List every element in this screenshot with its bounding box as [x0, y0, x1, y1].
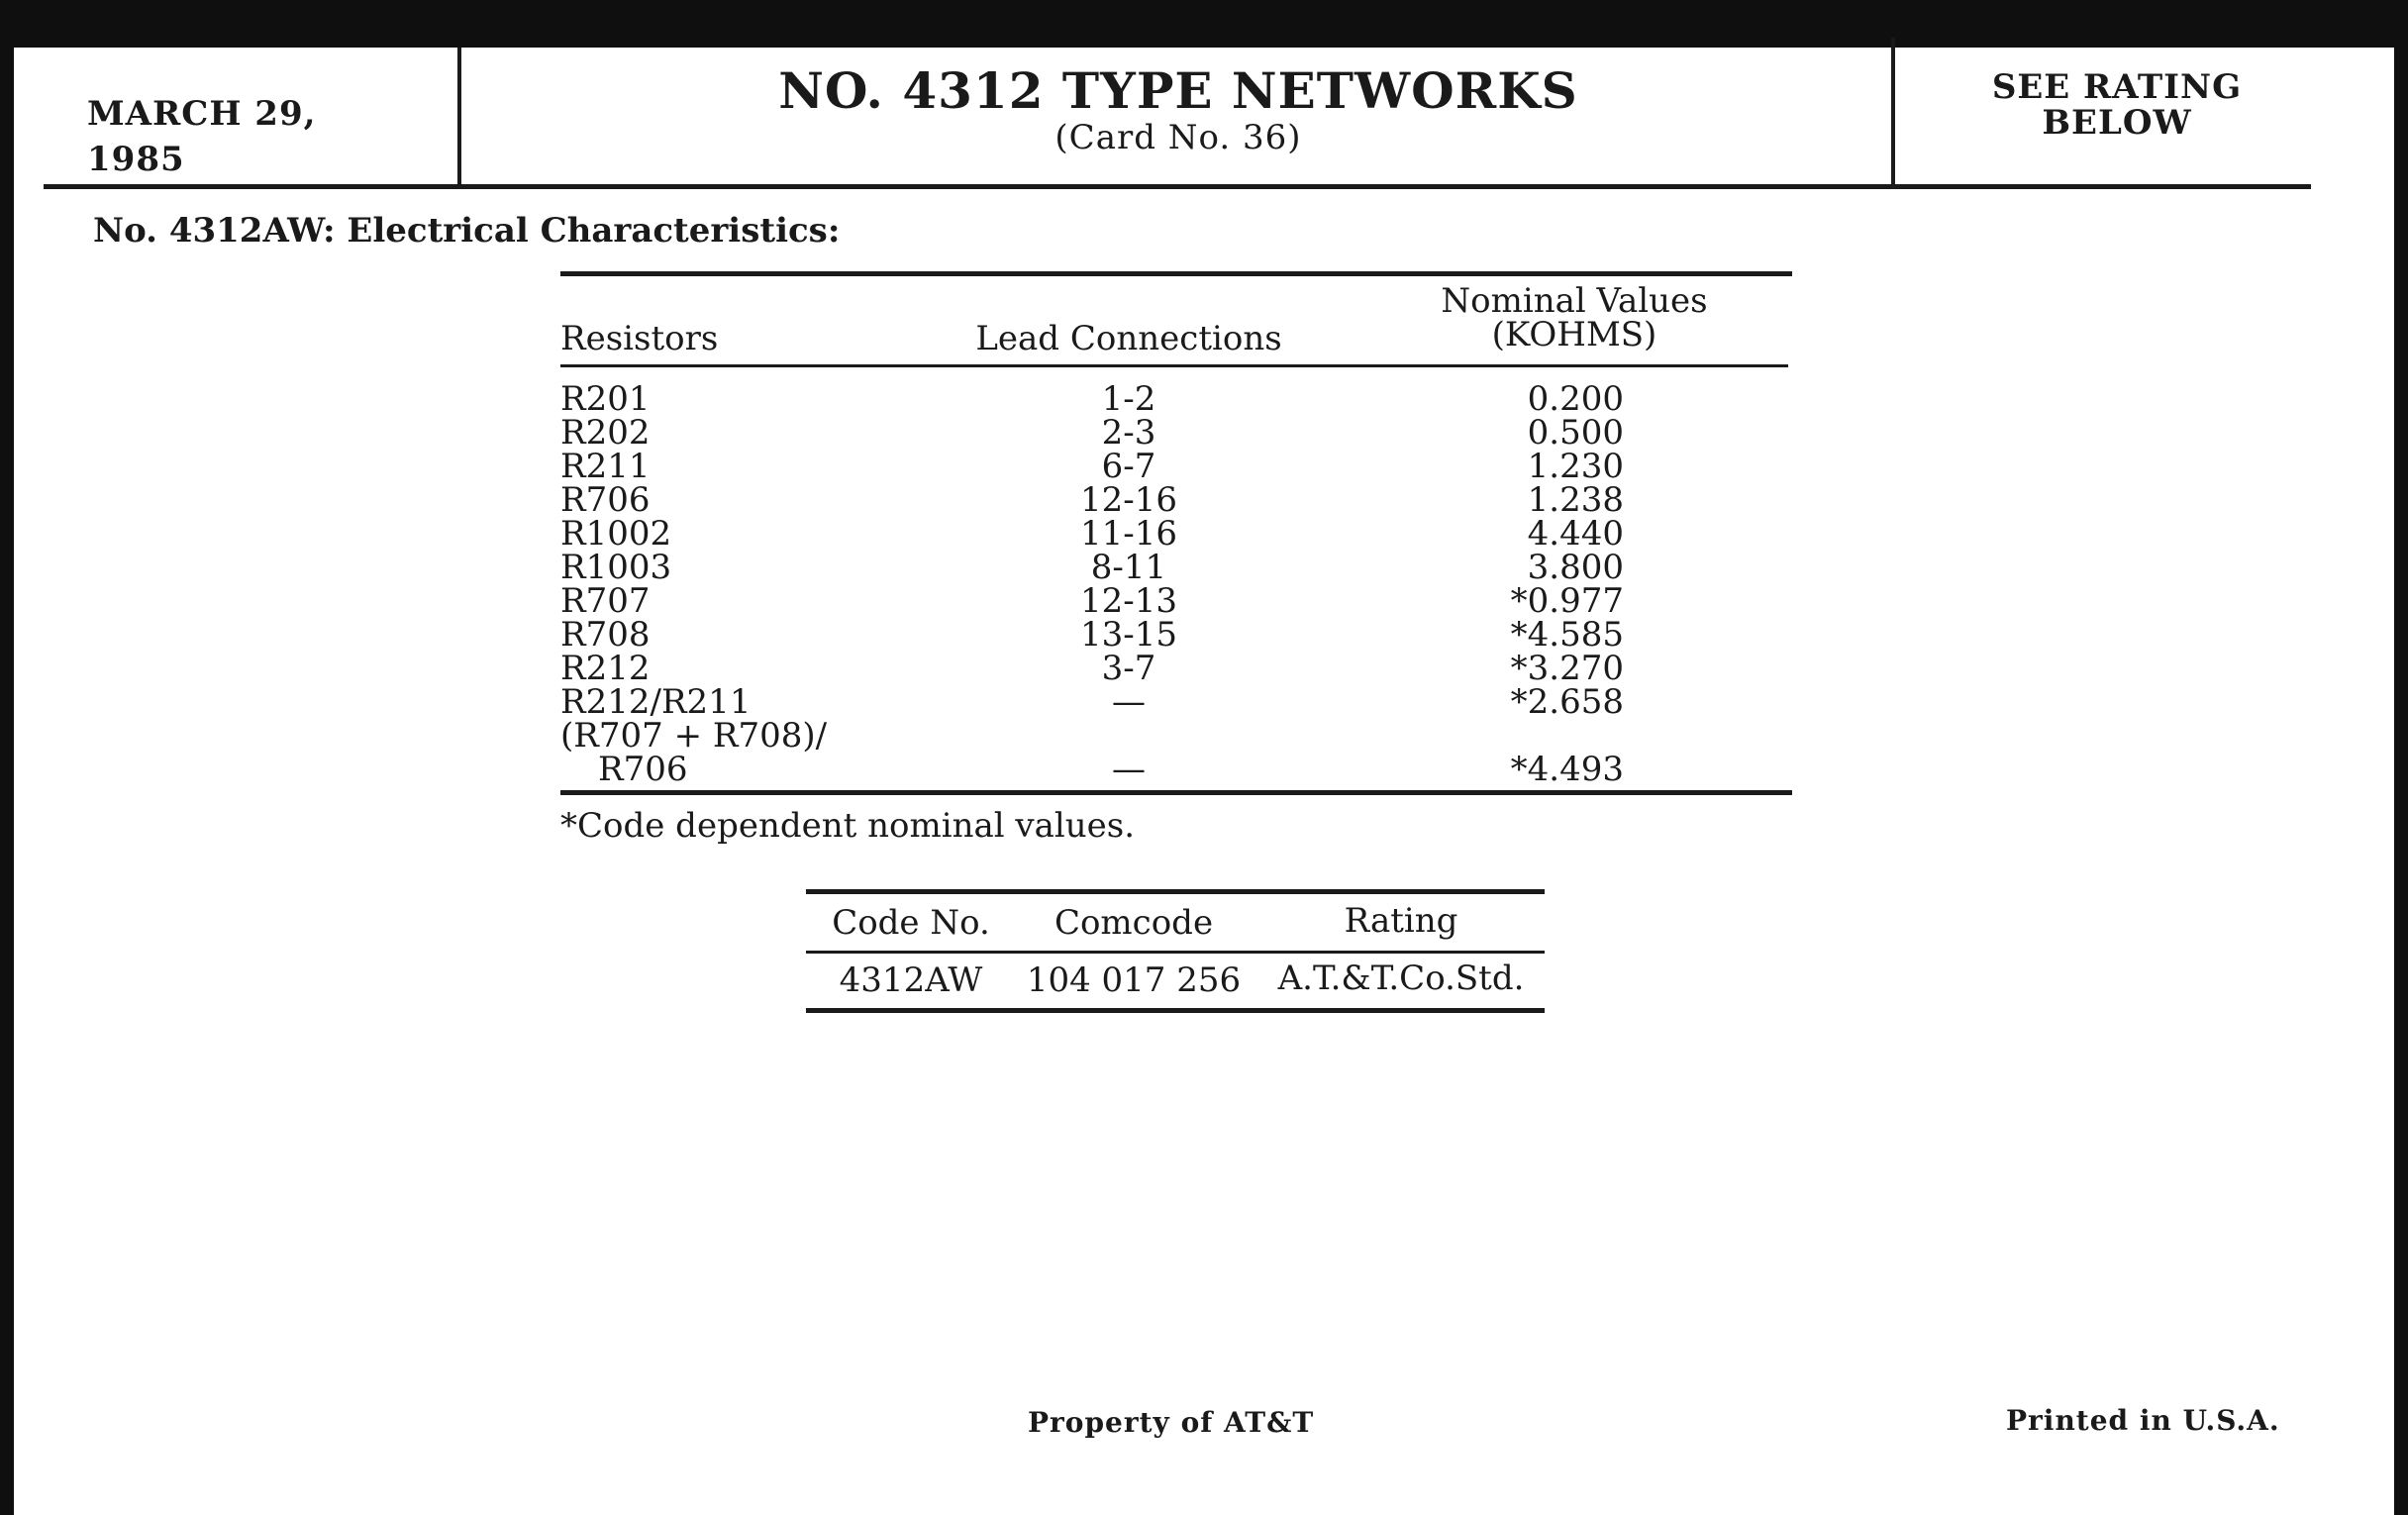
resistor-label: R707 — [560, 581, 651, 621]
header-lead-connections: Lead Connections — [975, 319, 1282, 358]
resistor-label: R706 — [598, 750, 688, 789]
nominal-value: *2.658 — [1510, 682, 1624, 722]
rating-note — [1899, 69, 2335, 141]
nominal-value: *3.270 — [1510, 649, 1624, 688]
resistor-label: R202 — [560, 413, 651, 453]
resistor-label: R212/R211 — [560, 682, 752, 722]
lead-connection: 12-13 — [1079, 581, 1177, 621]
lead-connection: 3-7 — [1101, 649, 1156, 688]
rating-value: A.T.&T.Co.Std. — [1277, 959, 1525, 998]
lead-connection: 12-16 — [1079, 480, 1177, 520]
header-kohms: (KOHMS) — [1491, 315, 1657, 354]
table-top-rule — [560, 271, 1792, 276]
header-rating: Rating — [1344, 901, 1458, 941]
header-resistors: Resistors — [560, 319, 719, 358]
lead-connection: — — [1112, 750, 1146, 789]
nominal-value: *4.493 — [1510, 750, 1624, 789]
rating-note-line1: SEE RATING — [1991, 67, 2243, 107]
comcode-value: 104 017 256 — [1026, 960, 1242, 1000]
resistor-label: R708 — [560, 615, 651, 655]
code-table-bottom-rule — [806, 1008, 1545, 1013]
property-notice: Property of AT&T — [1028, 1406, 1315, 1439]
resistor-label: R706 — [560, 480, 651, 520]
code-table-header-rule — [806, 951, 1545, 954]
lead-connection: 11-16 — [1079, 514, 1177, 554]
resistor-label: R1002 — [560, 514, 672, 554]
code-number: 4312AW — [839, 960, 983, 1000]
resistor-label: (R707 + R708)/ — [560, 716, 828, 756]
table-bottom-rule — [560, 790, 1792, 795]
footnote: *Code dependent nominal values. — [560, 806, 1136, 846]
table-header-rule — [560, 364, 1788, 367]
header-comcode: Comcode — [1054, 903, 1214, 943]
page-title: NO. 4312 TYPE NETWORKS — [778, 61, 1578, 120]
nominal-value: *4.585 — [1510, 615, 1624, 655]
lead-connection: 6-7 — [1101, 447, 1156, 486]
nominal-value: 1.230 — [1527, 447, 1624, 486]
lead-connection: — — [1112, 682, 1146, 722]
header-rule — [44, 184, 2311, 189]
lead-connection: 13-15 — [1079, 615, 1177, 655]
lead-connection: 2-3 — [1101, 413, 1156, 453]
scan-edge — [2394, 48, 2408, 1515]
nominal-value: 1.238 — [1527, 480, 1624, 520]
header-divider-left — [457, 48, 461, 186]
card-number: (Card No. 36) — [1054, 118, 1302, 157]
nominal-value: 0.500 — [1527, 413, 1624, 453]
printed-notice: Printed in U.S.A. — [2006, 1404, 2280, 1437]
resistor-label: R201 — [560, 379, 651, 419]
card-date: MARCH 29, 1985 — [87, 94, 317, 179]
nominal-value: 3.800 — [1527, 548, 1624, 587]
resistor-label: R211 — [560, 447, 651, 486]
resistor-label: R1003 — [560, 548, 672, 587]
nominal-value: *0.977 — [1510, 581, 1624, 621]
lead-connection: 8-11 — [1090, 548, 1167, 587]
nominal-value: 4.440 — [1527, 514, 1624, 554]
resistor-label: R212 — [560, 649, 651, 688]
rating-note-line2: BELOW — [2042, 103, 2192, 143]
header-divider-right — [1891, 38, 1895, 184]
code-table-top-rule — [806, 889, 1545, 894]
section-title: No. 4312AW: Electrical Characteristics: — [93, 211, 841, 251]
header-nominal-values: Nominal Values — [1441, 281, 1708, 321]
lead-connection: 1-2 — [1101, 379, 1156, 419]
nominal-value: 0.200 — [1527, 379, 1624, 419]
header-code-no: Code No. — [832, 903, 990, 943]
